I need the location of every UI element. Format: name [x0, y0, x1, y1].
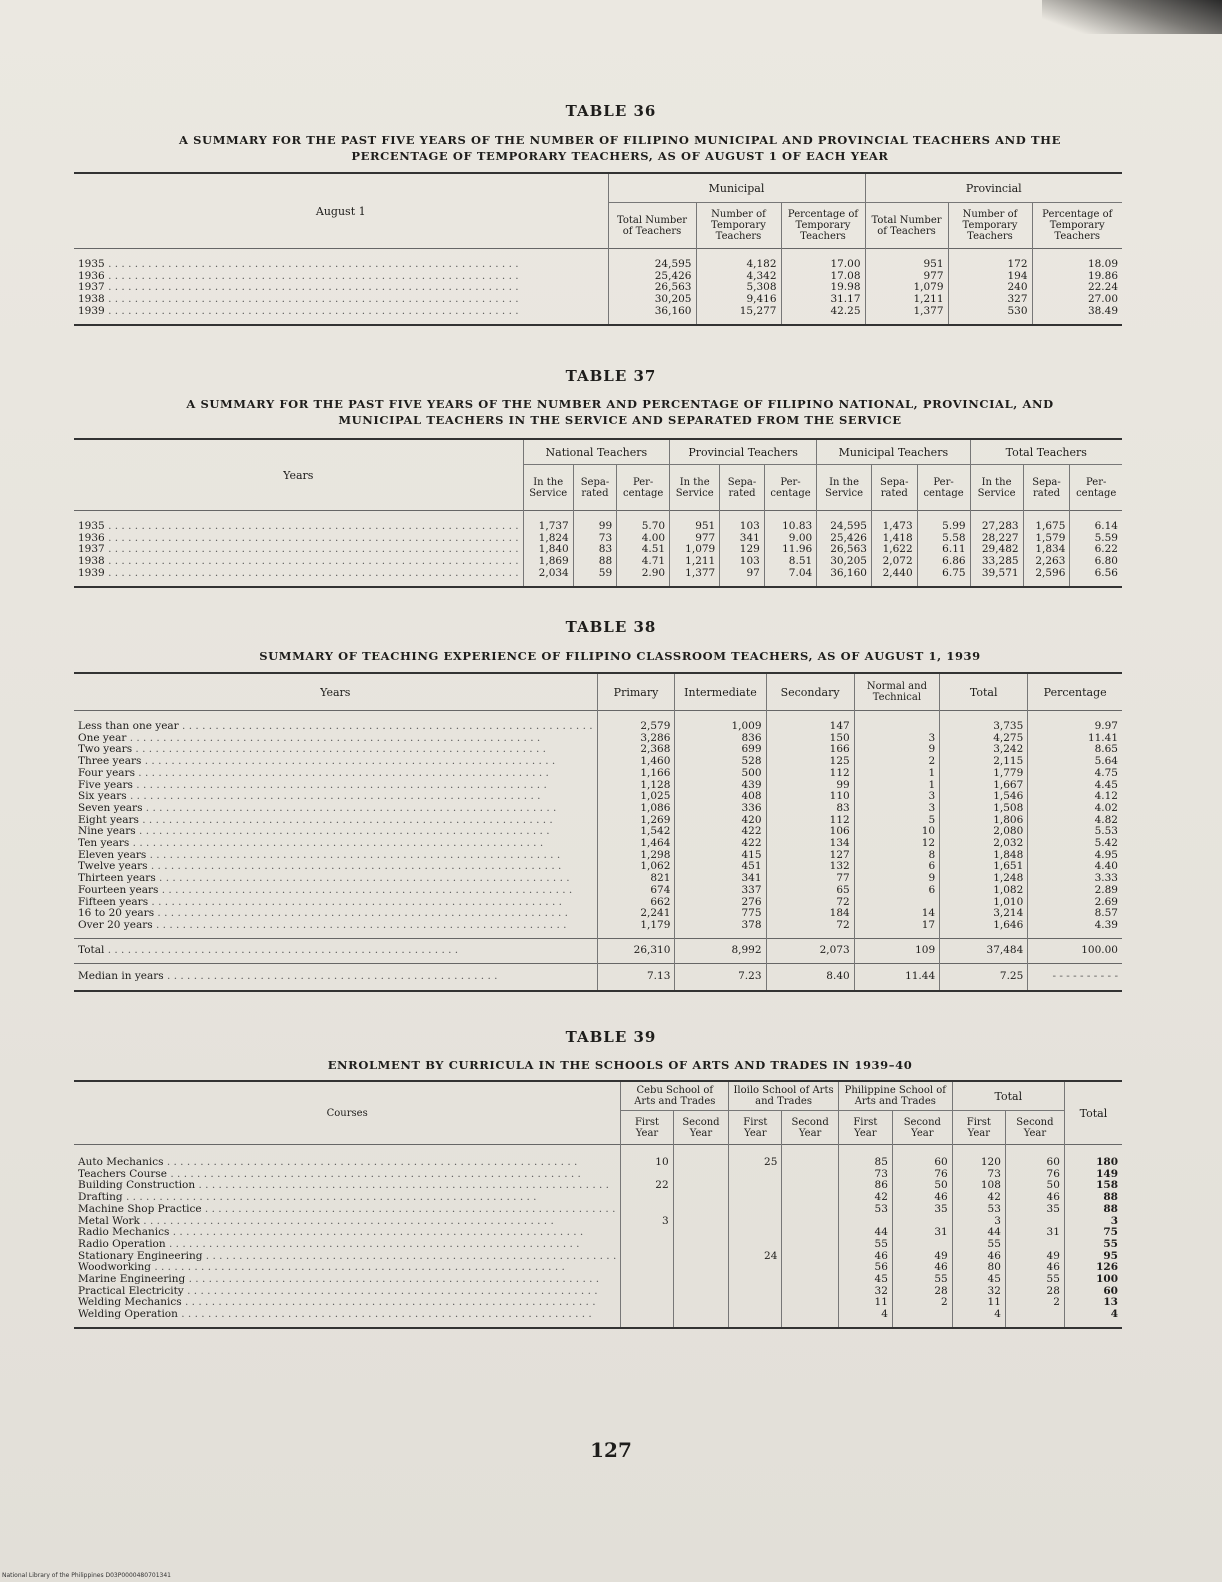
row-leader: . . . . . . . . . . . . . . . . . . . . . . . . . . . . . . . . . . . . . . . . . . . . . . . . . . . . . . . . . . . . . . — [104, 567, 519, 579]
t38-median-label-text: Median in years — [78, 969, 164, 982]
row-label — [78, 1262, 616, 1274]
t36-group-provincial: Provincial — [865, 173, 1122, 203]
t37-nat-sep: Sepa-rated — [573, 465, 616, 511]
t39-phil-second-values: 60 76 50 46 35 31 49 46 55 28 2 — [892, 1145, 952, 1328]
t36-col-mun-pct: Percentage of Temporary Teachers — [781, 203, 865, 249]
table-36-subtitle-line2: PERCENTAGE OF TEMPORARY TEACHERS, AS OF AUGUST 1 OF EACH YEAR — [351, 149, 889, 163]
t39-total-second-values: 60 76 50 46 35 31 49 46 55 28 2 — [1005, 1145, 1064, 1328]
table-37-subtitle — [80, 396, 1160, 428]
row-label-text: Eight years — [78, 814, 139, 826]
row-leader: . . . . . . . . . . . . . . . . . . . . . . . . . . . . . . . . . . . . . . . . . . . . . . . . . . . . . . . . . . . . . . — [150, 1262, 565, 1274]
row-leader: . . . . . . . . . . . . . . . . . . . . . . . . . . . . . . . . . . . . . . . . . . . . . . . . . . . . . . . . . . . . . . — [202, 1250, 617, 1262]
t38-primary-values: 2,579 3,286 2,368 1,460 1,166 1,128 1,025 1,086 1,269 1,542 1,464 1,298 1,062 821 674 662 2,241 1,179 — [597, 711, 675, 939]
t37-tot-sep-values: 1,675 1,579 1,834 2,263 2,596 — [1023, 511, 1070, 587]
row-leader: . . . . . . . . . . . . . . . . . . . . . . . . . . . . . . . . . . . . . . . . . . . . . . . . . . . . . . . . . . . . . . — [132, 744, 546, 756]
t37-tot-pct: Per-centage — [1070, 465, 1122, 511]
t36-col-mun-total: Total Number of Teachers — [608, 203, 696, 249]
t38-median-percentage: - - - - - - - - - - — [1028, 963, 1122, 991]
row-leader: . . . . . . . . . . . . . . . . . . . . . . . . . . . . . . . . . . . . . . . . . . . . . . . . . . . . . . . . . . . . . . — [178, 721, 593, 732]
row-label — [78, 568, 519, 580]
t38-col-total: Total — [940, 673, 1028, 711]
t38-median-leader: . . . . . . . . . . . . . . . . . . . . . . . . . . . . . . . . . . . . . . . . . . . . . . . . . . — [163, 969, 498, 982]
t39-iloilo-first-values: 25 24 — [729, 1145, 782, 1328]
row-label-text: Over 20 years — [78, 919, 153, 931]
row-label-text: Ten years — [78, 838, 130, 850]
table-39-title: TABLE 39 — [565, 1028, 657, 1046]
row-label-text: 1937 — [78, 282, 105, 294]
footer-note: National Library of the Philippines D03P0000480701341 — [2, 1572, 171, 1579]
row-leader: . . . . . . . . . . . . . . . . . . . . . . . . . . . . . . . . . . . . . . . . . . . . . . . . . . . . . . . . . . . . . . — [201, 1203, 616, 1215]
t39-group-iloilo: Iloilo School of Arts and Trades — [729, 1081, 839, 1111]
t37-mun-pct: Per-centage — [917, 465, 970, 511]
t36-prov-pct-values: 18.09 19.86 22.24 27.00 38.49 — [1032, 249, 1122, 325]
row-label-text: 1935 — [78, 259, 105, 270]
row-label-text: Auto Mechanics — [78, 1157, 164, 1168]
row-label — [78, 908, 593, 920]
row-label — [78, 780, 593, 792]
t37-mun-pct-values: 5.99 5.58 6.11 6.86 6.75 — [917, 511, 970, 587]
row-leader: . . . . . . . . . . . . . . . . . . . . . . . . . . . . . . . . . . . . . . . . . . . . . . . . . . . . . . . . . . . . . . — [104, 305, 519, 317]
t38-percentage-values: 9.97 11.41 8.65 5.64 4.75 4.45 4.12 4.02 4.82 5.53 5.42 4.95 4.40 3.33 2.89 2.69 8.57 4.39 — [1028, 711, 1122, 939]
t38-secondary-values: 147 150 166 125 112 99 110 83 112 106 134 127 132 77 65 72 184 72 — [766, 711, 854, 939]
row-label — [78, 803, 593, 815]
row-leader: . . . . . . . . . . . . . . . . . . . . . . . . . . . . . . . . . . . . . . . . . . . . . . . . . . . . . . . . . . . . . . — [134, 767, 549, 779]
table-36 — [74, 172, 1122, 326]
t36-mun-pct-values: 17.00 17.08 19.98 31.17 42.25 — [781, 249, 865, 325]
t37-group-total: Total Teachers — [970, 439, 1122, 465]
row-label-text: 1936 — [78, 270, 105, 282]
row-label — [78, 1251, 616, 1263]
row-label — [78, 873, 593, 885]
row-leader: . . . . . . . . . . . . . . . . . . . . . . . . . . . . . . . . . . . . . . . . . . . . . . . . . . . . . . . . . . . . . . — [147, 861, 562, 873]
row-leader: . . . . . . . . . . . . . . . . . . . . . . . . . . . . . . . . . . . . . . . . . . . . . . . . . . . . . . . . . . . . . . — [169, 1227, 584, 1239]
row-leader: . . . . . . . . . . . . . . . . . . . . . . . . . . . . . . . . . . . . . . . . . . . . . . . . . . . . . . . . . . . . . . — [185, 1274, 600, 1286]
t38-total-leader: . . . . . . . . . . . . . . . . . . . . . . . . . . . . . . . . . . . . . . . . . . . . . . . . . . . . . — [104, 943, 459, 956]
row-label — [78, 1309, 616, 1321]
t39-iloilo-second: Second Year — [782, 1111, 838, 1145]
t38-median-label — [74, 963, 597, 991]
t36-col-august: August 1 — [315, 204, 366, 218]
row-label-text: Stationary Engineering — [78, 1250, 203, 1262]
row-label-text: Five years — [78, 779, 133, 791]
row-label-text: 1938 — [78, 294, 105, 306]
row-leader: . . . . . . . . . . . . . . . . . . . . . . . . . . . . . . . . . . . . . . . . . . . . . . . . . . . . . . . . . . . . . . — [183, 1285, 598, 1297]
table-39-subtitle: ENROLMENT BY CURRICULA IN THE SCHOOLS OF ARTS AND TRADES IN 1939–40 — [327, 1058, 913, 1072]
t37-prov-pct-values: 10.83 9.00 11.96 8.51 7.04 — [764, 511, 816, 587]
row-label — [78, 897, 593, 909]
row-leader: . . . . . . . . . . . . . . . . . . . . . . . . . . . . . . . . . . . . . . . . . . . . . . . . . . . . . . . . . . . . . . — [126, 791, 541, 803]
row-label — [78, 1180, 616, 1192]
t37-tot-sep: Sepa-rated — [1023, 465, 1070, 511]
row-leader: . . . . . . . . . . . . . . . . . . . . . . . . . . . . . . . . . . . . . . . . . . . . . . . . . . . . . . . . . . . . . . — [142, 802, 557, 814]
row-label — [78, 259, 604, 271]
t38-col-primary: Primary — [597, 673, 675, 711]
t38-col-intermediate: Intermediate — [675, 673, 766, 711]
table-37-title: TABLE 37 — [565, 367, 657, 385]
t36-years — [78, 259, 604, 318]
table-38-title: TABLE 38 — [565, 618, 657, 636]
page-number: 127 — [590, 1438, 632, 1462]
row-leader: . . . . . . . . . . . . . . . . . . . . . . . . . . . . . . . . . . . . . . . . . . . . . . . . . . . . . . . . . . . . . . — [122, 1192, 537, 1204]
row-label — [78, 1274, 616, 1286]
row-leader: . . . . . . . . . . . . . . . . . . . . . . . . . . . . . . . . . . . . . . . . . . . . . . . . . . . . . . . . . . . . . . — [148, 896, 562, 908]
t36-group-municipal: Municipal — [608, 173, 865, 203]
t39-group-total: Total — [952, 1081, 1064, 1111]
t37-years — [78, 521, 519, 580]
t36-col-prov-total: Total Number of Teachers — [865, 203, 948, 249]
t39-iloilo-first: First Year — [729, 1111, 782, 1145]
row-label — [78, 1227, 616, 1239]
row-label — [78, 791, 593, 803]
t39-phil-second: Second Year — [892, 1111, 952, 1145]
t37-nat-pct-values: 5.70 4.00 4.51 4.71 2.90 — [617, 511, 670, 587]
table-36-title: TABLE 36 — [565, 102, 657, 120]
row-leader: . . . . . . . . . . . . . . . . . . . . . . . . . . . . . . . . . . . . . . . . . . . . . . . . . . . . . . . . . . . . . . — [104, 532, 519, 544]
t38-total-secondary: 2,073 — [766, 938, 854, 963]
row-label-text: Thirteen years — [78, 873, 156, 885]
t37-prov-in: In the Service — [670, 465, 720, 511]
t37-col-years: Years — [283, 468, 314, 482]
row-label-text: Less than one year — [78, 721, 179, 732]
t37-mun-sep-values: 1,473 1,418 1,622 2,072 2,440 — [871, 511, 917, 587]
row-label — [78, 826, 593, 838]
row-label-text: Teachers Course — [78, 1168, 168, 1180]
row-label — [78, 1192, 616, 1204]
row-label-text: Practical Electricity — [78, 1285, 184, 1297]
table-36-subtitle — [60, 132, 1180, 164]
t38-total-values: 3,735 4,275 3,242 2,115 1,779 1,667 1,546 1,508 1,806 2,080 2,032 1,848 1,651 1,248 1,082 1,010 3,214 1,646 — [940, 711, 1028, 939]
row-label — [78, 721, 593, 733]
table-38 — [74, 672, 1122, 992]
row-label — [78, 1169, 616, 1181]
t37-prov-in-values: 951 977 1,079 1,211 1,377 — [670, 511, 720, 587]
row-label-text: Drafting — [78, 1192, 123, 1204]
t38-total-row — [74, 938, 1122, 963]
row-label — [78, 521, 519, 533]
t37-prov-sep-values: 103 341 129 103 97 — [720, 511, 765, 587]
table-39 — [74, 1080, 1122, 1329]
row-label-text: Two years — [78, 744, 133, 756]
t38-total-intermediate: 8,992 — [675, 938, 766, 963]
t38-median-row — [74, 963, 1122, 991]
t39-iloilo-second-values — [782, 1145, 838, 1328]
row-label-text: Eleven years — [78, 849, 147, 861]
t36-mun-total-values: 24,595 25,426 26,563 30,205 36,160 — [608, 249, 696, 325]
t36-prov-temp-values: 172 194 240 327 530 — [948, 249, 1032, 325]
row-label — [78, 744, 593, 756]
row-label-text: Welding Mechanics — [78, 1297, 182, 1309]
row-label — [78, 306, 604, 318]
t37-prov-sep: Sepa-rated — [720, 465, 765, 511]
t39-phil-first: First Year — [838, 1111, 892, 1145]
row-label-text: Radio Mechanics — [78, 1227, 170, 1239]
t37-mun-in: In the Service — [817, 465, 872, 511]
t39-group-philippine: Philippine School of Arts and Trades — [838, 1081, 952, 1111]
row-label — [78, 861, 593, 873]
row-label-text: 1937 — [78, 544, 105, 556]
t39-col-total: Total — [1064, 1081, 1122, 1145]
t37-group-municipal: Municipal Teachers — [817, 439, 970, 465]
row-label — [78, 1157, 616, 1169]
table-36-subtitle-line1: A SUMMARY FOR THE PAST FIVE YEARS OF THE NUMBER OF FILIPINO MUNICIPAL AND PROVINCIAL TEACHERS AND THE — [179, 133, 1061, 147]
t37-mun-in-values: 24,595 25,426 26,563 30,205 36,160 — [817, 511, 872, 587]
row-leader: . . . . . . . . . . . . . . . . . . . . . . . . . . . . . . . . . . . . . . . . . . . . . . . . . . . . . . . . . . . . . . — [126, 732, 541, 744]
row-label — [78, 294, 604, 306]
row-leader: . . . . . . . . . . . . . . . . . . . . . . . . . . . . . . . . . . . . . . . . . . . . . . . . . . . . . . . . . . . . . . — [129, 838, 544, 850]
t38-median-primary: 7.13 — [597, 963, 675, 991]
t38-row-labels — [78, 721, 593, 932]
row-label-text: Machine Shop Practice — [78, 1203, 202, 1215]
row-label-text: One year — [78, 732, 127, 744]
t37-tot-in: In the Service — [970, 465, 1023, 511]
t39-cebu-second-values — [673, 1145, 729, 1328]
row-label — [78, 850, 593, 862]
row-label — [78, 544, 519, 556]
t38-total-primary: 26,310 — [597, 938, 675, 963]
row-label-text: 1939 — [78, 305, 105, 317]
row-label — [78, 768, 593, 780]
t39-phil-first-values: 85 73 86 42 53 44 55 46 56 45 32 11 4 — [838, 1145, 892, 1328]
row-label-text: 1938 — [78, 556, 105, 568]
row-label — [78, 885, 593, 897]
t39-cebu-second: Second Year — [673, 1111, 729, 1145]
row-leader: . . . . . . . . . . . . . . . . . . . . . . . . . . . . . . . . . . . . . . . . . . . . . . . . . . . . . . . . . . . . . . — [155, 873, 570, 885]
t38-median-intermediate: 7.23 — [675, 963, 766, 991]
row-label-text: Marine Engineering — [78, 1274, 186, 1286]
row-label — [78, 282, 604, 294]
table-37-subtitle-line1: A SUMMARY FOR THE PAST FIVE YEARS OF THE NUMBER AND PERCENTAGE OF FILIPINO NATIONAL, PROVINCIAL, AND — [186, 397, 1054, 411]
t39-total-second: Second Year — [1005, 1111, 1064, 1145]
t38-col-secondary: Secondary — [766, 673, 854, 711]
t38-total-label — [74, 938, 597, 963]
t39-group-cebu: Cebu School of Arts and Trades — [621, 1081, 729, 1111]
t38-col-percentage: Percentage — [1028, 673, 1122, 711]
row-label-text: Seven years — [78, 802, 143, 814]
t37-group-national: National Teachers — [523, 439, 670, 465]
t38-median-secondary: 8.40 — [766, 963, 854, 991]
t37-mun-sep: Sepa-rated — [871, 465, 917, 511]
t38-col-normal: Normal and Technical — [854, 673, 939, 711]
row-label — [78, 838, 593, 850]
row-label-text: Fourteen years — [78, 884, 159, 896]
table-38-subtitle: SUMMARY OF TEACHING EXPERIENCE OF FILIPINO CLASSROOM TEACHERS, AS OF AUGUST 1, 1939 — [259, 649, 981, 663]
t37-group-provincial: Provincial Teachers — [670, 439, 817, 465]
t36-col-prov-pct: Percentage of Temporary Teachers — [1032, 203, 1122, 249]
t37-nat-sep-values: 99 73 83 88 59 — [573, 511, 616, 587]
t38-intermediate-values: 1,009 836 699 528 500 439 408 336 420 422 422 415 451 341 337 276 775 378 — [675, 711, 766, 939]
t39-col-courses: Courses — [326, 1107, 368, 1119]
row-leader: . . . . . . . . . . . . . . . . . . . . . . . . . . . . . . . . . . . . . . . . . . . . . . . . . . . . . . . . . . . . . . — [104, 282, 519, 294]
t38-col-years-label: Years — [320, 685, 351, 699]
t38-total-total: 37,484 — [940, 938, 1028, 963]
t38-median-total: 7.25 — [940, 963, 1028, 991]
t38-total-label-text: Total — [78, 943, 105, 956]
t38-total-percentage: 100.00 — [1028, 938, 1122, 963]
row-label-text: 1939 — [78, 567, 105, 579]
t37-tot-pct-values: 6.14 5.59 6.22 6.80 6.56 — [1070, 511, 1122, 587]
row-leader: . . . . . . . . . . . . . . . . . . . . . . . . . . . . . . . . . . . . . . . . . . . . . . . . . . . . . . . . . . . . . . — [165, 1238, 580, 1250]
t36-mun-temp-values: 4,182 4,342 5,308 9,416 15,277 — [696, 249, 781, 325]
t36-col-mun-temp: Number of Temporary Teachers — [696, 203, 781, 249]
t38-normal-values: 3 9 2 1 1 3 3 5 10 12 8 6 9 6 14 17 — [854, 711, 939, 939]
table-37-subtitle-line2: MUNICIPAL TEACHERS IN THE SERVICE AND SEPARATED FROM THE SERVICE — [338, 413, 902, 427]
row-leader: . . . . . . . . . . . . . . . . . . . . . . . . . . . . . . . . . . . . . . . . . . . . . . . . . . . . . . . . . . . . . . — [152, 919, 567, 931]
row-label-text: Fifteen years — [78, 896, 149, 908]
row-leader: . . . . . . . . . . . . . . . . . . . . . . . . . . . . . . . . . . . . . . . . . . . . . . . . . . . . . . . . . . . . . . — [104, 556, 519, 568]
row-leader: . . . . . . . . . . . . . . . . . . . . . . . . . . . . . . . . . . . . . . . . . . . . . . . . . . . . . . . . . . . . . . — [139, 1215, 554, 1227]
row-leader: . . . . . . . . . . . . . . . . . . . . . . . . . . . . . . . . . . . . . . . . . . . . . . . . . . . . . . . . . . . . . . — [195, 1180, 610, 1192]
row-leader: . . . . . . . . . . . . . . . . . . . . . . . . . . . . . . . . . . . . . . . . . . . . . . . . . . . . . . . . . . . . . . — [141, 756, 556, 768]
t37-nat-in: In the Service — [523, 465, 573, 511]
row-leader: . . . . . . . . . . . . . . . . . . . . . . . . . . . . . . . . . . . . . . . . . . . . . . . . . . . . . . . . . . . . . . — [104, 521, 519, 532]
row-leader: . . . . . . . . . . . . . . . . . . . . . . . . . . . . . . . . . . . . . . . . . . . . . . . . . . . . . . . . . . . . . . — [135, 826, 550, 838]
table-37 — [74, 438, 1122, 588]
t39-total-first-values: 120 73 108 42 53 3 44 55 46 80 45 32 11 4 — [952, 1145, 1005, 1328]
row-label — [78, 733, 593, 745]
t36-prov-total-values: 951 977 1,079 1,211 1,377 — [865, 249, 948, 325]
row-label-text: 1935 — [78, 521, 105, 532]
row-label-text: Metal Work — [78, 1215, 140, 1227]
t39-course-labels — [78, 1157, 616, 1321]
t37-nat-pct: Per-centage — [617, 465, 670, 511]
t37-prov-pct: Per-centage — [764, 465, 816, 511]
row-leader: . . . . . . . . . . . . . . . . . . . . . . . . . . . . . . . . . . . . . . . . . . . . . . . . . . . . . . . . . . . . . . — [104, 294, 519, 306]
row-leader: . . . . . . . . . . . . . . . . . . . . . . . . . . . . . . . . . . . . . . . . . . . . . . . . . . . . . . . . . . . . . . — [138, 814, 553, 826]
row-label-text: Nine years — [78, 826, 136, 838]
row-label-text: 16 to 20 years — [78, 908, 155, 920]
row-label — [78, 1286, 616, 1298]
row-leader: . . . . . . . . . . . . . . . . . . . . . . . . . . . . . . . . . . . . . . . . . . . . . . . . . . . . . . . . . . . . . . — [158, 884, 573, 896]
row-label — [78, 920, 593, 932]
t39-cebu-first-values: 10 22 3 — [621, 1145, 673, 1328]
row-leader: . . . . . . . . . . . . . . . . . . . . . . . . . . . . . . . . . . . . . . . . . . . . . . . . . . . . . . . . . . . . . . — [163, 1157, 578, 1168]
row-label — [78, 815, 593, 827]
row-label-text: 1936 — [78, 532, 105, 544]
row-label-text: Radio Operation — [78, 1238, 166, 1250]
row-label — [78, 756, 593, 768]
row-leader: . . . . . . . . . . . . . . . . . . . . . . . . . . . . . . . . . . . . . . . . . . . . . . . . . . . . . . . . . . . . . . — [132, 779, 547, 791]
t39-cebu-first: First Year — [621, 1111, 673, 1145]
t38-col-years — [74, 673, 597, 711]
t39-grand-total-values: 180 149 158 88 88 3 75 55 95 126 100 60 13 4 — [1064, 1145, 1122, 1328]
row-label — [78, 1204, 616, 1216]
row-label-text: Three years — [78, 756, 142, 768]
row-leader: . . . . . . . . . . . . . . . . . . . . . . . . . . . . . . . . . . . . . . . . . . . . . . . . . . . . . . . . . . . . . . — [104, 544, 519, 556]
row-leader: . . . . . . . . . . . . . . . . . . . . . . . . . . . . . . . . . . . . . . . . . . . . . . . . . . . . . . . . . . . . . . — [104, 259, 519, 270]
row-label — [78, 1297, 616, 1309]
t38-total-normal: 109 — [854, 938, 939, 963]
row-label-text: Four years — [78, 767, 135, 779]
t38-median-normal: 11.44 — [854, 963, 939, 991]
t37-tot-in-values: 27,283 28,227 29,482 33,285 39,571 — [970, 511, 1023, 587]
row-label — [78, 556, 519, 568]
row-leader: . . . . . . . . . . . . . . . . . . . . . . . . . . . . . . . . . . . . . . . . . . . . . . . . . . . . . . . . . . . . . . — [154, 908, 568, 920]
row-leader: . . . . . . . . . . . . . . . . . . . . . . . . . . . . . . . . . . . . . . . . . . . . . . . . . . . . . . . . . . . . . . — [177, 1309, 592, 1321]
scan-shadow — [1042, 0, 1222, 34]
row-label — [78, 271, 604, 283]
t37-nat-in-values: 1,737 1,824 1,840 1,869 2,034 — [523, 511, 573, 587]
row-label-text: Welding Operation — [78, 1309, 178, 1321]
row-label-text: Twelve years — [78, 861, 148, 873]
t36-col-prov-temp: Number of Temporary Teachers — [948, 203, 1032, 249]
row-label-text: Woodworking — [78, 1262, 151, 1274]
row-label — [78, 533, 519, 545]
t39-total-first: First Year — [952, 1111, 1005, 1145]
row-label-text: Building Construction — [78, 1180, 196, 1192]
row-label — [78, 1239, 616, 1251]
row-leader: . . . . . . . . . . . . . . . . . . . . . . . . . . . . . . . . . . . . . . . . . . . . . . . . . . . . . . . . . . . . . . — [104, 270, 519, 282]
row-label-text: Six years — [78, 791, 127, 803]
row-label — [78, 1216, 616, 1228]
row-leader: . . . . . . . . . . . . . . . . . . . . . . . . . . . . . . . . . . . . . . . . . . . . . . . . . . . . . . . . . . . . . . — [181, 1297, 596, 1309]
row-leader: . . . . . . . . . . . . . . . . . . . . . . . . . . . . . . . . . . . . . . . . . . . . . . . . . . . . . . . . . . . . . . — [167, 1168, 581, 1180]
row-leader: . . . . . . . . . . . . . . . . . . . . . . . . . . . . . . . . . . . . . . . . . . . . . . . . . . . . . . . . . . . . . . — [146, 849, 561, 861]
